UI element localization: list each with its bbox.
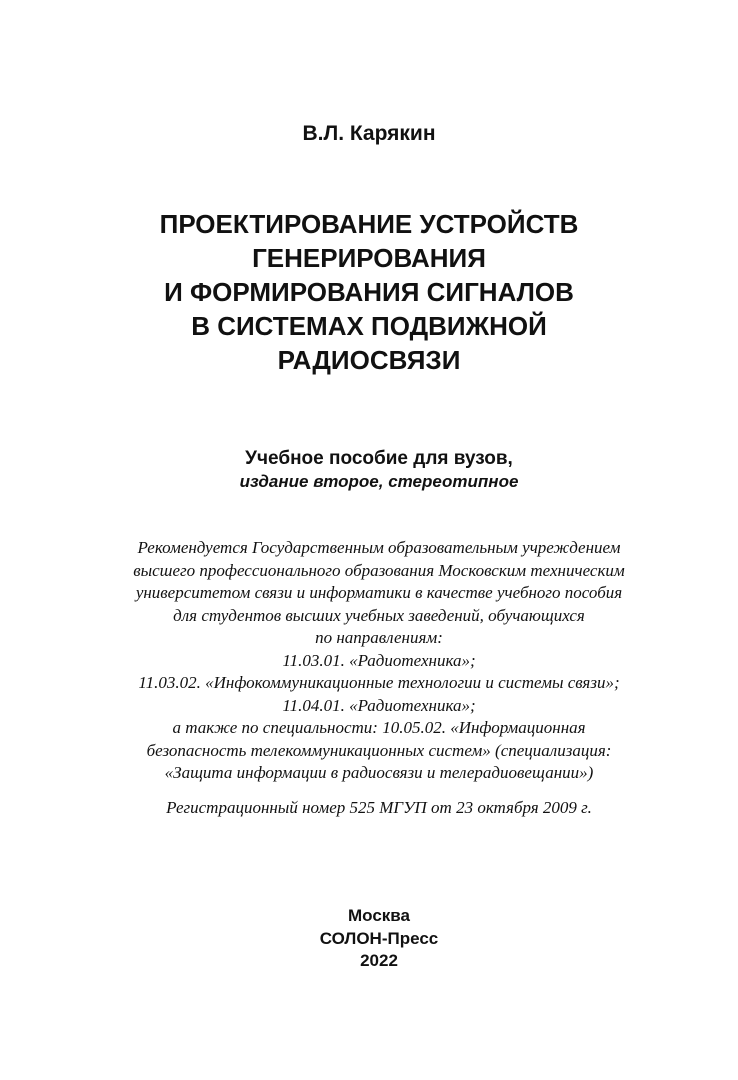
recommendation-line: 11.03.02. «Инфокоммуникационные технологии и системы связи»;: [138, 673, 620, 692]
recommendation-line: высшего профессионального образования Московским техническим: [133, 560, 625, 580]
title-line: И ФОРМИРОВАНИЯ СИГНАЛОВ: [164, 277, 574, 307]
imprint: [0, 905, 738, 973]
recommendation-line: университетом связи и информатики в качестве учебного пособия: [135, 583, 623, 602]
book-title: [90, 207, 648, 377]
imprint-publisher: СОЛОН-Пресс: [319, 928, 439, 948]
recommendation-line: безопасность телекоммуникационных систем» (специализация:: [146, 740, 612, 760]
title-line: РАДИОСВЯЗИ: [277, 345, 461, 375]
title-line: ГЕНЕРИРОВАНИЯ: [252, 243, 486, 273]
recommendation-line: по направлениям:: [315, 628, 443, 647]
recommendation-text: [60, 537, 698, 785]
registration-number: Регистрационный номер 525 МГУП от 23 октября 2009 г.: [166, 798, 592, 817]
recommendation-line: 11.04.01. «Радиотехника»;: [282, 695, 476, 715]
imprint-city: Москва: [348, 906, 410, 925]
recommendation-line: «Защита информации в радиосвязи и телерадиовещании»): [164, 763, 594, 782]
book-subtitle: Учебное пособие для вузов,: [245, 448, 513, 469]
recommendation-line: 11.03.01. «Радиотехника»;: [282, 650, 476, 670]
edition-note: издание второе, стереотипное: [239, 472, 519, 491]
recommendation-line: для студентов высших учебных заведений, обучающихся: [173, 605, 585, 625]
author-name: В.Л. Карякин: [302, 122, 436, 145]
recommendation-line: Рекомендуется Государственным образовательным учреждением: [137, 538, 621, 557]
imprint-year: 2022: [360, 951, 398, 970]
title-line: В СИСТЕМАХ ПОДВИЖНОЙ: [191, 311, 547, 341]
title-line: ПРОЕКТИРОВАНИЕ УСТРОЙСТВ: [159, 209, 579, 239]
recommendation-line: а также по специальности: 10.05.02. «Информационная: [172, 718, 586, 737]
